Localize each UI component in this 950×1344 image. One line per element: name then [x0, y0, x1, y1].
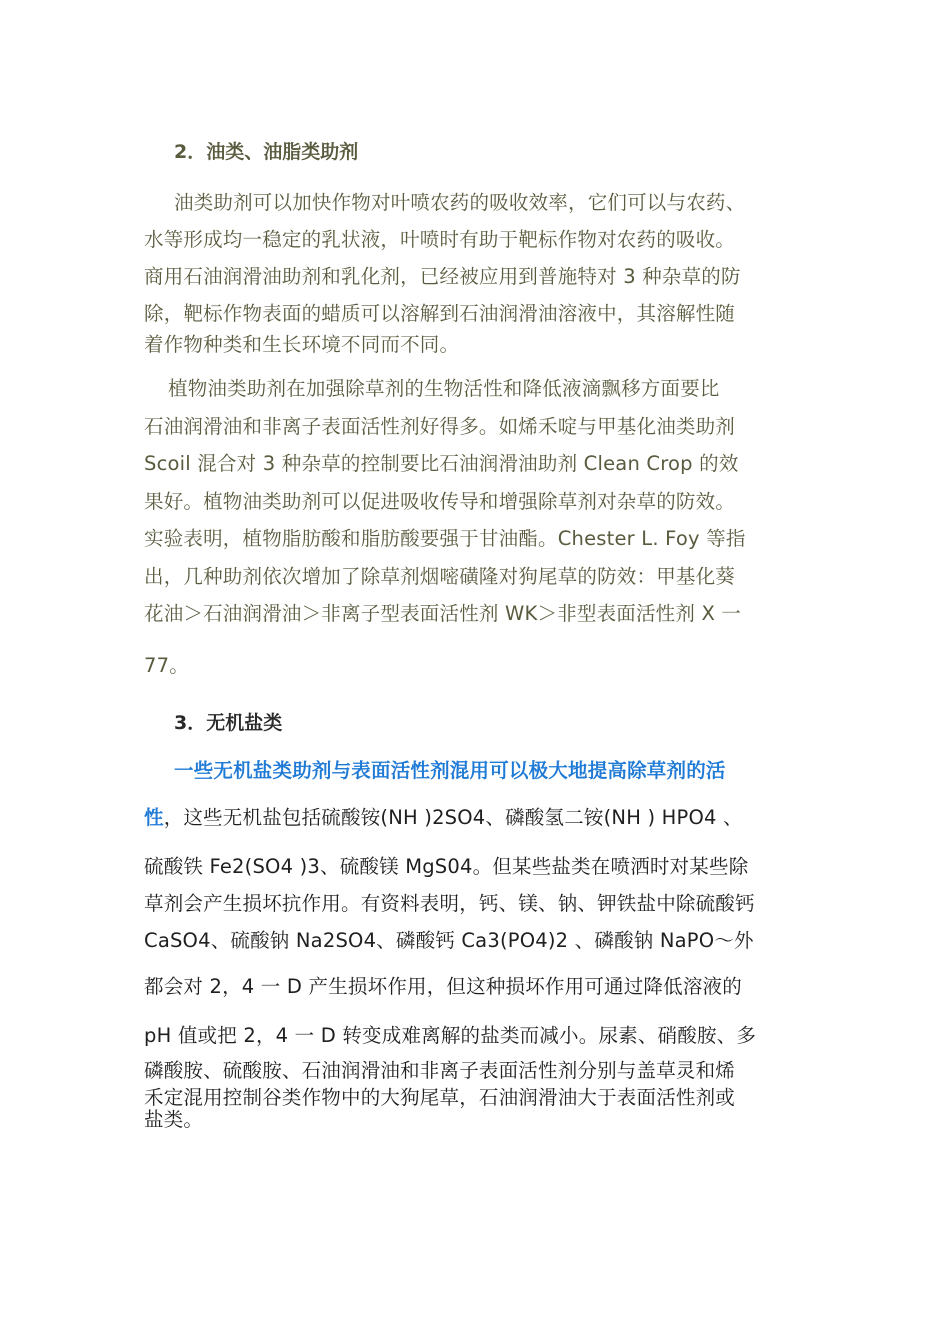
paragraph-oil-adjuvants [144, 184, 810, 358]
paragraph-inorganic-salts [144, 756, 810, 1131]
paragraph-line-rest: ，这些无机盐包括硫酸铵(NH )2SO4、磷酸氢二铵(NH ) HPO4 、 [163, 806, 743, 829]
paragraph-line: 水等形成均一稳定的乳状液，叶喷时有助于靶标作物对农药的吸收。 [144, 228, 736, 251]
paragraph-vegetable-oil-adjuvants [144, 370, 810, 684]
highlighted-word: 性 [144, 806, 164, 829]
paragraph-line: 出，几种助剂依次增加了除草剂烟嘧磺隆对狗尾草的防效：甲基化葵 [144, 564, 736, 588]
paragraph-line: 商用石油润滑油助剂和乳化剂，已经被应用到普施特对 3 种杂草的防 [144, 265, 741, 288]
paragraph-line: 盐类。 [144, 1108, 204, 1131]
highlighted-sentence: 一些无机盐类助剂与表面活性剂混用可以极大地提高除草剂的活 [174, 759, 726, 782]
paragraph-line: 实验表明，植物脂肪酸和脂肪酸要强于甘油酯。Chester L. Foy 等指 [144, 527, 746, 550]
paragraph-line: 磷酸胺、硫酸胺、石油润滑油和非离子表面活性剂分别与盖草灵和烯 [144, 1059, 736, 1082]
paragraph-line: 植物油类助剂在加强除草剂的生物活性和降低液滴飘移方面要比 [168, 377, 720, 400]
paragraph-line: 77。 [144, 653, 189, 677]
paragraph-line: 石油润滑油和非离子表面活性剂好得多。如烯禾啶与甲基化油类助剂 [144, 414, 736, 438]
section-heading-salts: 3．无机盐类 [174, 712, 283, 734]
paragraph-line: pH 值或把 2，4 一 D 转变成难离解的盐类而减小。尿素、硝酸胺、多 [144, 1024, 757, 1047]
paragraph-line: 草剂会产生损坏抗作用。有资料表明，钙、镁、钠、钾铁盐中除硫酸钙 [144, 892, 755, 915]
paragraph-line: Scoil 混合对 3 种杂草的控制要比石油润滑油助剂 Clean Crop 的效 [144, 452, 739, 475]
paragraph-line: 着作物种类和生长环境不同而不同。 [144, 333, 460, 356]
paragraph-line: 都会对 2，4 一 D 产生损坏作用，但这种损坏作用可通过降低溶液的 [144, 975, 742, 998]
paragraph-line: 硫酸铁 Fe2(SO4 )3、硫酸镁 MgS04。但某些盐类在喷洒时对某些除 [144, 855, 749, 878]
paragraph-line: 油类助剂可以加快作物对叶喷农药的吸收效率，它们可以与农药、 [174, 191, 746, 214]
section-heading-oils: 2．油类、油脂类助剂 [174, 141, 359, 163]
paragraph-line: 禾定混用控制谷类作物中的大狗尾草，石油润滑油大于表面活性剂或 [144, 1086, 736, 1109]
paragraph-line: CaSO4、硫酸钠 Na2SO4、磷酸钙 Ca3(PO4)2 、磷酸钠 NaPO～外 [144, 929, 754, 952]
paragraph-line: 果好。植物油类助剂可以促进吸收传导和增强除草剂对杂草的防效。 [144, 489, 736, 513]
paragraph-line: 花油＞石油润滑油＞非离子型表面活性剂 WK＞非型表面活性剂 X 一 [144, 602, 742, 625]
paragraph-line: 除，靶标作物表面的蜡质可以溶解到石油润滑油溶液中，其溶解性随 [144, 302, 736, 325]
paragraph-line [144, 803, 810, 833]
